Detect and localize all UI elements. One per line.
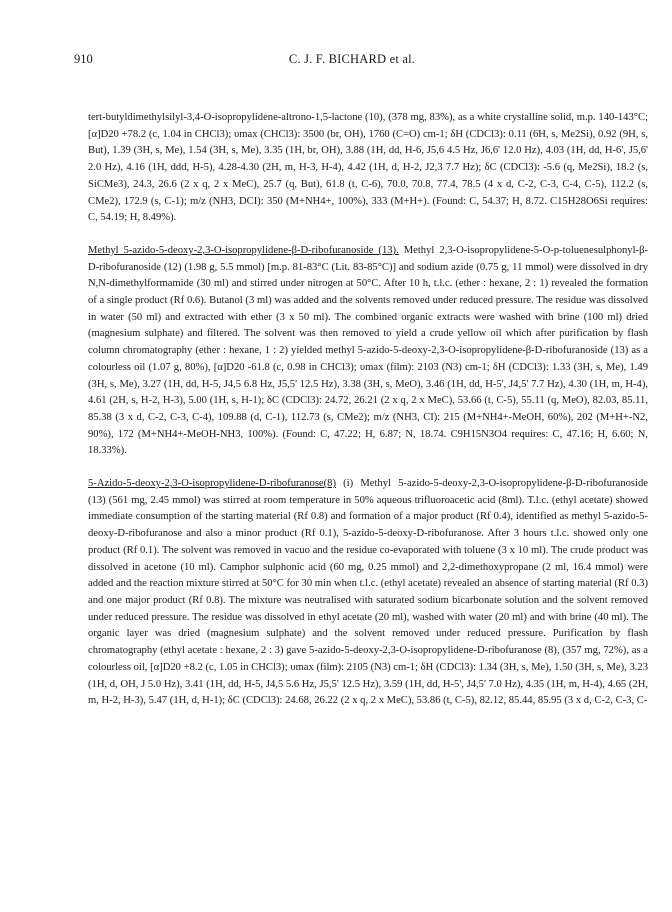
running-head [74, 52, 630, 70]
running-head-authors: C. J. F. BICHARD et al. [288, 52, 416, 66]
paragraph-methyl-azido-ribofuranoside [88, 243, 648, 460]
paragraph-text: tert-butyldimethylsilyl-3,4-O-isopropylidene-altrono-1,5-lactone (10), (378 mg, 83%), as a white crystalline solid, m.p. 140-143°C; [α]D20 +78.2 (c, 1.04 in CHCl3); υmax (CHCl3): 3500 (br, OH), 1760 (C=O) cm-1; δH (CDCl3): 0.11 (6H, s, Me2Si), 0.92 (9H, s, But), 1.39 (3H, s, Me), 1.54 (3H, s, Me), 3.35 (1H, br, OH), 3.88 (1H, dd, H-6, J5,6 4.5 Hz, J6,6' 12.0 Hz), 4.03 (1H, dd, H-6', J5,6' 2.0 Hz), 4.16 (1H, ddd, H-5), 4.28-4.30 (2H, m, H-3, H-4), 4.42 (1H, d, H-2, J2,3 7.7 Hz); δC (CDCl3): -5.6 (q, Me2Si), 18.2 (s, SiCMe3), 24.3, 26.6 (2 x q, 2 x MeC), 25.7 (q, But), 61.8 (t, C-6), 70.0, 70.8, 77.4, 78.5 (4 x d, C-2, C-3, C-4, C-5), 112.2 (s, CMe2), 172.9 (s, C-1); m/z (NH3, DCI): 350 (M+NH4+, 100%), 333 (M+H+). (Found: C, 54.37; H, 8.72. C15H28O6Si requires: C, 54.19; H, 8.49%). [88, 112, 648, 224]
page-number: 910 [74, 52, 93, 66]
paragraph-text: (i) Methyl 5-azido-5-deoxy-2,3-O-isopropylidene-β-D-ribofuranoside (13) (561 mg, 2.45 mmol) was stirred at room temperature in 50% aqueous trifluoroacetic acid (8ml). T.l.c. (ethyl acetate) showed immediate consumption of the starting material (Rf 0.8) and formation of a major product (Rf 0.4), identified as methyl 5-azido-5-deoxy-D-ribofuranose and also a minor product (Rf 0.1), 5-azido-5-deoxy-D-ribofuranose. After 3 hours t.l.c. showed only one product (Rf 0.1). The solvent was removed in vacuo and the residue co-evaporated with toluene (3 x 10 ml). The crude product was dissolved in acetone (10 ml). Camphor sulphonic acid (60 mg, 0.25 mmol) and 2,2-dimethoxypropane (2 ml, 16.4 mmol) were added and the reaction mixture stirred at 50°C for 30 min when t.l.c. (ethyl acetate) revealed an absence of starting material (Rf 0.3) and one major product (Rf 0.8). The mixture was neutralised with saturated sodium bicarbonate solution and the solvent removed under reduced pressure. The residue was dissolved in ethyl acetate (20 ml), washed with water (20 ml) and with brine (40 ml). The organic layer was dried (magnesium sulphate) and the solvent removed under reduced pressure. Purification by flash chromatography (ethyl acetate : hexane, 2 : 3) gave 5-azido-5-deoxy-2,3-O-isopropylidene-D-ribofuranose (8), (357 mg, 72%), as a colourless oil, [α]D20 +8.2 (c, 1.05 in CHCl3); υmax (film): 2105 (N3) cm-1; δH (CDCl3): 1.34 (3H, s, Me), 1.50 (3H, s, Me), 3.23 (1H, d, OH, J 5.0 Hz), 3.41 (1H, dd, H-5, J4,5 5.6 Hz, J5,5' 12.5 Hz), 3.59 (1H, dd, H-5', J4,5' 7.0 Hz), 4.35 (1H, m, H-4), 4.65 (2H, m, H-2, H-3), 5.47 (1H, d, H-1); δC (CDCl3): 24.68, 26.22 (2 x q, 2 x MeC), 53.86 (t, C-5), 82.12, 85.44, 85.95 (3 x d, C-2, C-3, C- [88, 478, 648, 707]
paragraph-azido-ribofuranose [88, 476, 648, 710]
paragraph-lactone-characterisation [88, 110, 648, 227]
paragraph-heading: 5-Azido-5-deoxy-2,3-O-isopropylidene-D-ribofuranose(8) [88, 478, 336, 490]
article-body [88, 110, 648, 726]
paragraph-heading: Methyl 5-azido-5-deoxy-2,3-O-isopropylidene-β-D-ribofuranoside (13). [88, 244, 399, 256]
paragraph-text: Methyl 2,3-O-isopropylidene-5-O-p-toluenesulphonyl-β-D-ribofuranoside (12) (1.98 g, 5.5 mmol) [m.p. 81-83°C (Lit. 83-85°C)] and sodium azide (0.75 g, 11 mmol) were dissolved in dry N,N-dimethylformamide (30 ml) and stirred under nitrogen at 50°C. After 10 h, t.l.c. (ether : hexane, 2 : 1) revealed the formation of a single product (Rf 0.6). Butanol (3 ml) was added and the solvents removed under reduced pressure. The residue was dissolved in water (50 ml) and extracted with ether (3 x 50 ml). The combined organic extracts were washed with brine (100 ml) dried (magnesium sulphate) and filtered. The solvent was then removed to yield a crude yellow oil which after purification by flash column chromatography (ether : hexane, 1 : 2) yielded methyl 5-azido-5-deoxy-2,3-O-isopropylidene-β-D-ribofuranoside (13) as a colourless oil (1.07 g, 80%), [α]D20 -61.8 (c, 0.98 in CHCl3); υmax (film): 2103 (N3) cm-1; δH (CDCl3): 1.33 (3H, s, Me), 1.49 (3H, s, Me), 3.27 (1H, dd, H-5, J4,5 6.8 Hz, J5,5' 12.5 Hz), 3.38 (3H, s, MeO), 3.46 (1H, dd, H-5', J4,5' 7.7 Hz), 4.30 (1H, m, H-4), 4.61 (2H, s, H-2, H-3), 5.00 (1H, s, H-1); δC (CDCl3): 24.72, 26.21 (2 x q, 2 x MeC), 53.66 (t, C-5), 55.11 (q, MeO), 82.03, 85.11, 85.38 (3 x d, C-2, C-3, C-4), 109.88 (d, C-1), 112.73 (s, CMe2); m/z (NH3, CI): 215 (M+NH4+-MeOH, 60%), 202 (M+H+-N2, 90%), 172 (M+NH4+-MeOH-NH3, 100%). (Found: C, 47.22; H, 6.87; N, 18.74. C9H15N3O4 requires: C, 47.16; H, 6.60; N, 18.33%). [88, 244, 648, 457]
